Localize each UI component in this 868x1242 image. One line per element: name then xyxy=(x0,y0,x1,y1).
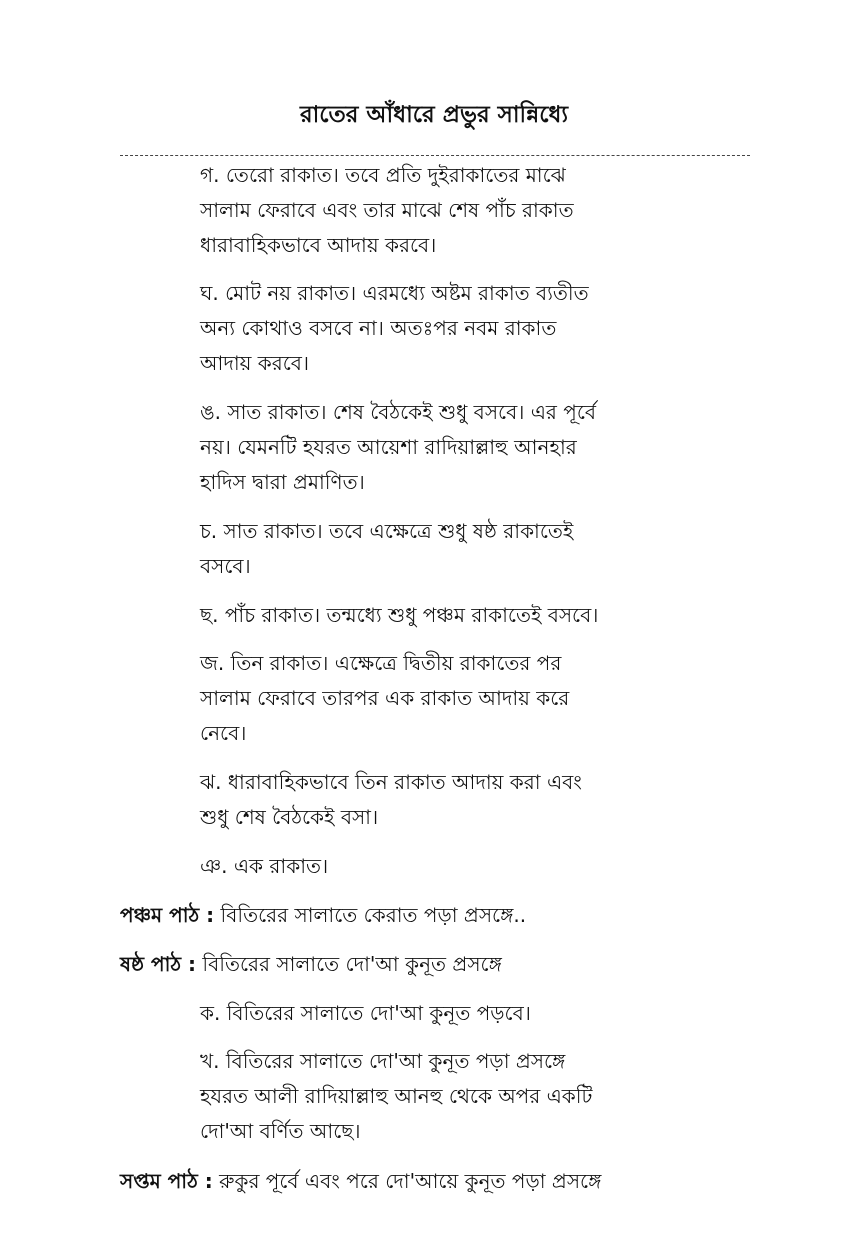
list-item-line: শুধু শেষ বৈঠকেই বসা। xyxy=(200,805,379,829)
section-heading-6 xyxy=(120,947,760,982)
list-item-line: হযরত আলী রাদিয়াল্লাহু আনহু থেকে অপর একটি xyxy=(200,1084,593,1108)
section-label: সপ্তম পাঠ : xyxy=(120,1169,213,1193)
list-item-cha xyxy=(200,514,680,584)
section-heading-5 xyxy=(120,898,760,933)
list-item-line: নয়। যেমনটি হযরত আয়েশা রাদিয়াল্লাহু আনহার xyxy=(200,435,577,459)
list-item-line: গ. তেরো রাকাত। তবে প্রতি দুইরাকাতের মাঝে xyxy=(200,163,566,187)
list-item-line: ক. বিতিরের সালাতে দো'আ কুনূত পড়বে। xyxy=(200,1001,531,1025)
list-item-line: সালাম ফেরাবে তারপর এক রাকাত আদায় করে xyxy=(200,686,570,710)
section-text: বিতিরের সালাতে দো'আ কুনূত প্রসঙ্গে xyxy=(196,952,502,976)
section-text: বিতিরের সালাতে কেরাত পড়া প্রসঙ্গে.. xyxy=(214,903,527,927)
list-item-line: ঞ. এক রাকাত। xyxy=(200,854,329,878)
section-heading-7 xyxy=(120,1164,760,1199)
list-item-line: বসবে। xyxy=(200,554,251,578)
list-item-chha xyxy=(200,598,680,633)
page-title: রাতের আঁধারে প্রভুর সান্নিধ্যে xyxy=(299,102,569,128)
list-item-line: ঝ. ধারাবাহিকভাবে তিন রাকাত আদায় করা এবং xyxy=(200,770,582,794)
section-text: রুকুর পূর্বে এবং পরে দো'আয়ে কুনূত পড়া প্রসঙ্গে xyxy=(212,1169,602,1193)
list-item-ga xyxy=(200,158,680,263)
list-item-nya xyxy=(200,849,680,884)
list-item-line: হাদিস দ্বারা প্রমাণিত। xyxy=(200,470,365,494)
header-divider xyxy=(120,155,750,156)
section-label: পঞ্চম পাঠ : xyxy=(120,903,215,927)
list-item-kha xyxy=(200,1044,680,1149)
list-item-uma xyxy=(200,395,680,500)
list-item-ja xyxy=(200,646,680,751)
list-item-line: দো'আ বর্ণিত আছে। xyxy=(200,1119,361,1143)
list-item-jha xyxy=(200,765,680,835)
list-item-gha xyxy=(200,276,680,381)
section-label: ষষ্ঠ পাঠ : xyxy=(120,952,197,976)
list-item-line: নেবে। xyxy=(200,721,247,745)
list-item-line: জ. তিন রাকাত। এক্ষেত্রে দ্বিতীয় রাকাতের পর xyxy=(200,651,562,675)
list-item-line: চ. সাত রাকাত। তবে এক্ষেত্রে শুধু ষষ্ঠ রাকাতেই xyxy=(200,519,574,543)
list-item-line: অন্য কোথাও বসবে না। অতঃপর নবম রাকাত xyxy=(200,316,557,340)
list-item-line: ঘ. মোট নয় রাকাত। এরমধ্যে অষ্টম রাকাত ব্যতীত xyxy=(200,281,589,305)
list-item-line: ছ. পাঁচ রাকাত। তন্মধ্যে শুধু পঞ্চম রাকাতেই বসবে। xyxy=(200,603,599,627)
list-item-line: সালাম ফেরাবে এবং তার মাঝে শেষ পাঁচ রাকাত xyxy=(200,198,574,222)
list-item-line: ধারাবাহিকভাবে আদায় করবে। xyxy=(200,233,437,257)
list-item-line: খ. বিতিরের সালাতে দো'আ কুনূত পড়া প্রসঙ্গে xyxy=(200,1049,566,1073)
list-item-line: আদায় করবে। xyxy=(200,351,310,375)
list-item-line: ঙ. সাত রাকাত। শেষ বৈঠকেই শুধু বসবে। এর পূর্বে xyxy=(200,400,597,424)
list-item-ka xyxy=(200,996,680,1031)
